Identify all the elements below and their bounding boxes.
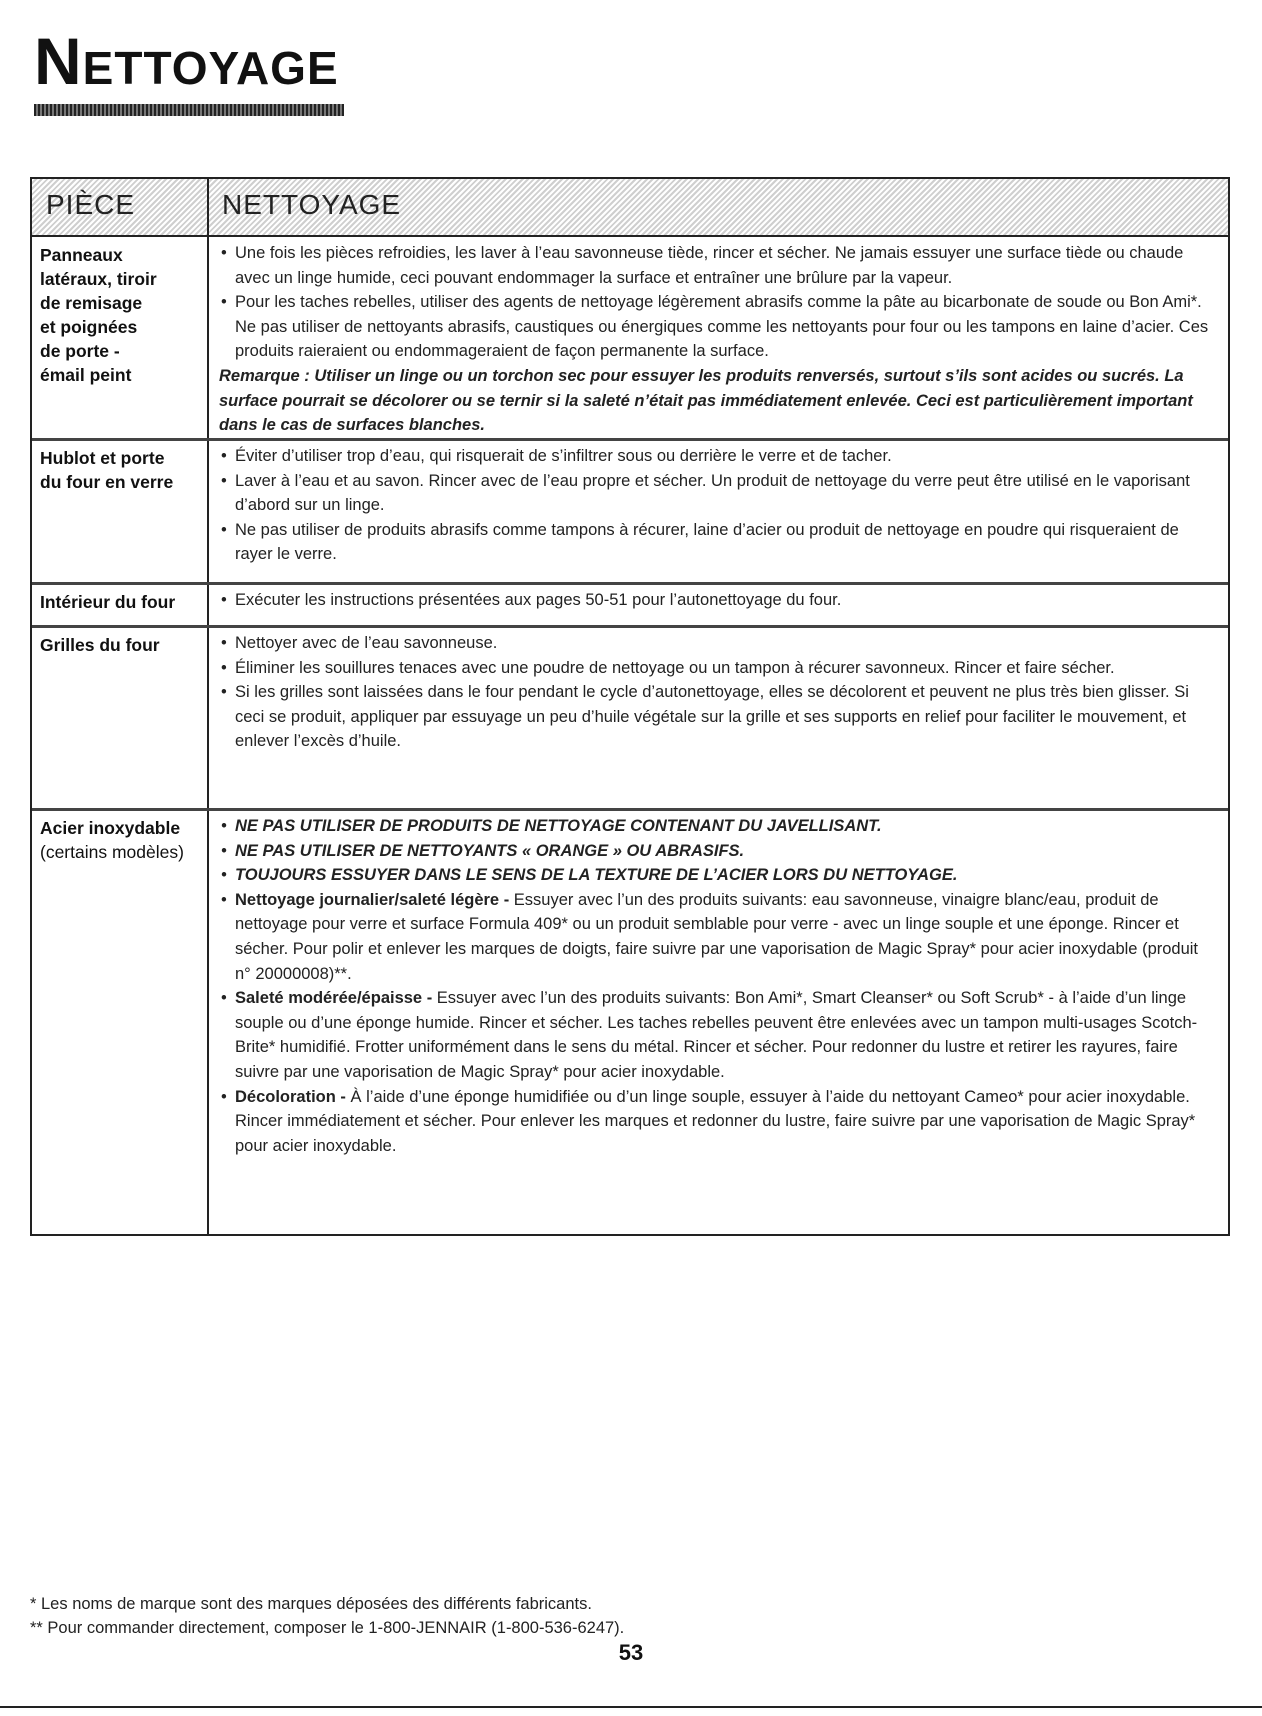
table-header — [32, 179, 1228, 237]
title-underline — [34, 104, 344, 116]
table-row — [32, 235, 1228, 441]
page-bottom-rule — [0, 1706, 1262, 1708]
list-item: • Une fois les pièces refroidies, les laver à l’eau savonneuse tiède, rincer et sécher. Ne jamais essuyer une surface tiède ou chaude avec un linge humide, ceci pouvant endommager la surface et entraîner une brûlure par la vapeur. — [219, 241, 1216, 290]
piece-label: Acier inoxydable (certains modèles) — [40, 816, 202, 864]
table-row — [32, 438, 1228, 585]
cleaning-instructions — [219, 631, 1216, 754]
piece-note: (certains modèles) — [40, 842, 184, 862]
item-label: Décoloration - — [235, 1087, 346, 1106]
list-item — [219, 1085, 1216, 1159]
piece-label: Intérieur du four — [40, 592, 176, 612]
table-row — [32, 625, 1228, 811]
item-label: Nettoyage journalier/saleté légère - — [235, 890, 510, 909]
cleaning-instructions — [219, 241, 1216, 438]
list-item: • Exécuter les instructions présentées aux pages 50-51 pour l’autonettoyage du four. — [219, 588, 1216, 613]
footnote: * Les noms de marque sont des marques déposées des différents fabricants. — [30, 1595, 592, 1613]
warning-item: • NE PAS UTILISER DE NETTOYANTS « ORANGE » OU ABRASIFS. — [219, 839, 1216, 864]
cleaning-instructions — [219, 444, 1216, 567]
table-row — [32, 808, 1228, 1234]
cleaning-table — [30, 177, 1230, 1236]
list-item: • Ne pas utiliser de produits abrasifs comme tampons à récurer, laine d’acier ou produit de nettoyage en poudre qui risqueraient de rayer le verre. — [219, 518, 1216, 567]
warning-item: • NE PAS UTILISER DE PRODUITS DE NETTOYAGE CONTENANT DU JAVELLISANT. — [219, 814, 1216, 839]
list-item: • Pour les taches rebelles, utiliser des agents de nettoyage légèrement abrasifs comme la pâte au bicarbonate de soude ou Bon Ami*. Ne pas utiliser de nettoyants abrasifs, caustiques ou énergiques comme les nettoyants pour four ou les tampons en laine d’acier. Ces produits raieraient ou endommageraient de façon permanente la surface. — [219, 290, 1216, 364]
list-item: • Nettoyer avec de l’eau savonneuse. — [219, 631, 1216, 656]
list-item: • Éviter d’utiliser trop d’eau, qui risquerait de s’infiltrer sous ou derrière le verre et de tacher. — [219, 444, 1216, 469]
remark-note: Remarque : Utiliser un linge ou un torchon sec pour essuyer les produits renversés, surtout s’ils sont acides ou sucrés. La surface pourrait se décolorer ou se ternir si la saleté n’était pas immédiatement enlevée. Ceci est particulièrement important dans le cas de surfaces blanches. — [219, 366, 1193, 435]
page-number: 53 — [618, 1640, 644, 1665]
item-text: À l’aide d’une éponge humidifiée ou d’un linge souple, essuyer à l’aide du nettoyant Cameo* pour acier inoxydable. Rincer immédiatement et sécher. Pour enlever les marques et redonner du lustre, faire suivre par une vaporisation de Magic Spray* pour acier inoxydable. — [235, 1087, 1196, 1155]
cleaning-instructions — [219, 588, 1216, 613]
cleaning-instructions — [219, 814, 1216, 1158]
item-label: Saleté modérée/épaisse - — [235, 989, 433, 1008]
list-item — [219, 888, 1216, 986]
footnote: ** Pour commander directement, composer le 1-800-JENNAIR (1-800-536-6247). — [30, 1619, 625, 1637]
list-item — [219, 986, 1216, 1084]
header-nettoyage: NETTOYAGE — [222, 189, 402, 220]
item-text: Essuyer avec l’un des produits suivants: Bon Ami*, Smart Cleanser* ou Soft Scrub* - à l’aide d’un linge souple ou d’une éponge humide. Rincer et sécher. Les taches rebelles peuvent être enlevées avec un tampon multi-usages Scotch-Brite* humidifié. Frotter uniformément dans le sens du métal. Rincer et sécher. Pour redonner du lustre et retirer les rayures, faire suivre par une vaporisation de Magic Spray* pour acier inoxydable. — [235, 989, 1198, 1081]
list-item: • Si les grilles sont laissées dans le four pendant le cycle d’autonettoyage, elles se décolorent et peuvent ne plus très bien glisser. Si ceci se produit, appliquer par essuyage un peu d’huile végétale sur la grille et ses supports en relief pour faciliter le mouvement, et enlever l’excès d’huile. — [219, 680, 1216, 754]
piece-label: Grilles du four — [40, 635, 160, 655]
list-item: • Éliminer les souillures tenaces avec une poudre de nettoyage ou un tampon à récurer savonneux. Rincer et faire sécher. — [219, 656, 1216, 681]
table-row — [32, 582, 1228, 628]
page-title: Nettoyage — [34, 24, 339, 98]
piece-label: Panneaux latéraux, tiroir de remisage et poignées de porte - émail peint — [40, 245, 157, 385]
list-item: • Laver à l’eau et au savon. Rincer avec de l’eau propre et sécher. Un produit de nettoyage du verre peut être utilisé en le vaporisant d’abord sur un linge. — [219, 469, 1216, 518]
warning-item: • TOUJOURS ESSUYER DANS LE SENS DE LA TEXTURE DE L’ACIER LORS DU NETTOYAGE. — [219, 863, 1216, 888]
footnotes — [30, 1592, 624, 1640]
piece-label: Hublot et porte du four en verre — [40, 448, 174, 492]
item-text: Essuyer avec l’un des produits suivants: eau savonneuse, vinaigre blanc/eau, produit de nettoyage pour verre et surface Formula 409* ou un produit semblable pour verre - avec un linge souple et une éponge. Rincer et sécher. Pour polir et enlever les marques de doigts, faire suivre par une vaporisation de Magic Spray* pour acier inoxydable (produit n° 20000008)**. — [235, 890, 1199, 983]
header-piece: PIÈCE — [46, 189, 136, 220]
